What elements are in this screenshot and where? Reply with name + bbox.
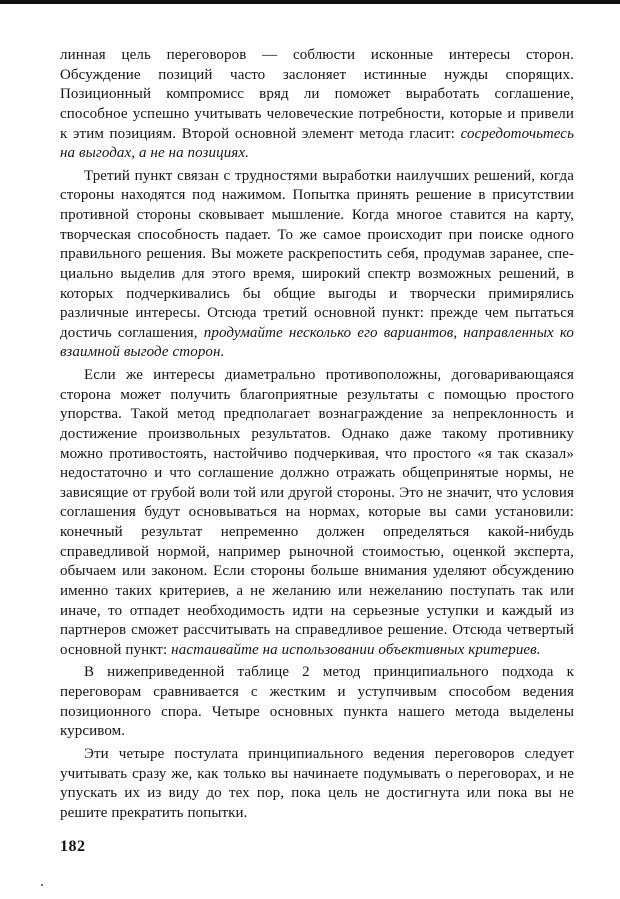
- page-body: [60, 46, 574, 826]
- paragraph: Третий пункт связан с трудностями выработки наилучших решений, когда стороны находятся под нажимом. Попытка принять решение в присутствии противной стороны сковывает мышление. Когда многое ставится на карту, творческая способность падает. То же самое происходит при поиске одного правильного решения. Вы можете раскрепостить себя, продумав заранее, специально выделив для этого время, широкий спектр возможных решений, в которых подчеркивались бы общие выгоды и творчески примирялись различные интересы. Отсюда третий основной пункт: прежде чем пытаться достичь соглашения, продумайте несколько его вариантов, направленных ко взаимной выгоде сторон.: [60, 167, 574, 361]
- paragraph: В нижеприведенной таблице 2 метод принципиального подхода к переговорам сравнивается с жестким и уступчивым способом ведения позиционного спора. Четыре основных пункта нашего метода выделены курсивом.: [60, 664, 574, 740]
- paragraph: Если же интересы диаметрально противоположны, договаривающаяся сторона может получить благоприятные результаты с помощью простого упорства. Такой метод предполагает вознаграждение за непреклонность и достижение произвольных результатов. Однако даже такому противнику можно противостоять, настойчиво подчеркивая, что простого «я так сказал» недостаточно и что соглашение должно отражать общепринятые нормы, не зависящие от грубой воли той или другой стороны. Это не значит, что условия соглашения будут основываться на нормах, которые вы сами установили: конечный результат непременно должен определяться какой-нибудь справедливой нормой, например рыночной стоимостью, оценкой эксперта, обычаем или законом. Если стороны больше внимания уделяют обсуждению именно таких критериев, а не желанию или нежеланию поступать так или иначе, то отпадет необходимость идти на серьезные уступки и каждый из партнеров сможет рассчитывать на справедливое решение. Отсюда четвертый основной пункт: настаивайте на использовании объективных критериев.: [60, 367, 574, 658]
- paragraph: линная цель переговоров — соблюсти исконные интересы сторон. Обсуждение позиций часто заслоняет истинные нужды спорящих. Позиционный компромисс вряд ли поможет выработать соглашение, способное успешно учитывать человеческие потребности, которые и привели к этим позициям. Второй основной элемент метода гласит: сосредоточьтесь на выгодах, а не на позициях.: [60, 47, 574, 162]
- top-edge-rule: [0, 0, 620, 4]
- paragraph: Эти четыре постулата принципиального ведения переговоров следует учитывать сразу же, как только вы начинаете подумывать о переговорах, и не упускать их из виду до тех пор, пока цель не достигнута или пока вы не решите прекратить попытки.: [60, 745, 574, 821]
- page-number: 182: [60, 838, 86, 855]
- scan-speck: [41, 884, 43, 886]
